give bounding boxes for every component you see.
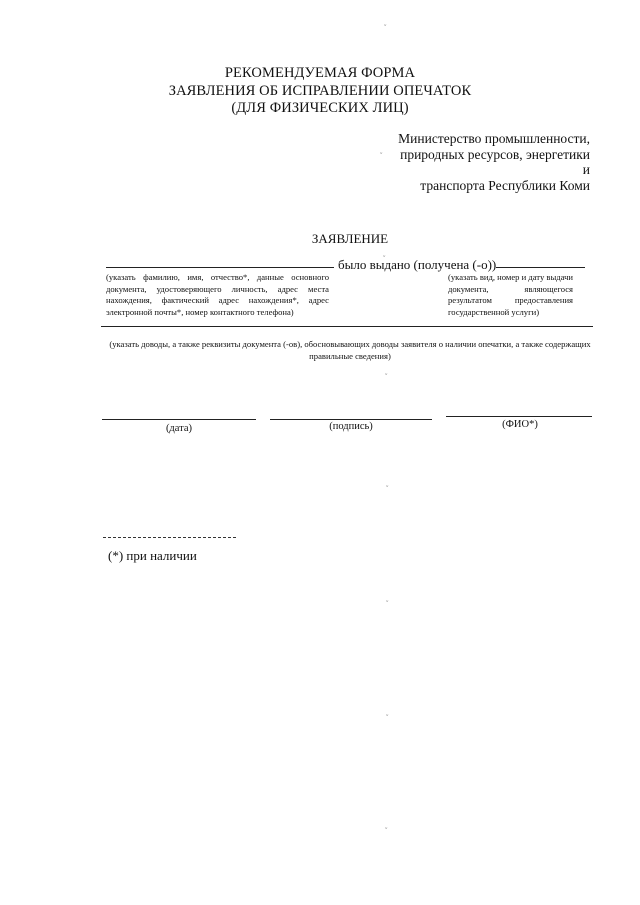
document-line[interactable]	[496, 267, 585, 268]
scan-mark: ˬ	[385, 367, 388, 375]
recipient-line-1: Министерство промышленности,	[398, 131, 590, 146]
name-line[interactable]	[446, 416, 592, 417]
date-line[interactable]	[102, 419, 256, 420]
scan-mark: ˬ	[380, 146, 383, 154]
scan-mark: ˬ	[386, 708, 389, 716]
recipient-line-3: транспорта Республики Коми	[420, 177, 590, 193]
footnote-separator	[103, 537, 236, 538]
form-title	[0, 65, 640, 118]
document-hint: (указать вид, номер и дату выдачи документа, являющегося результатом предоставления государственной услуги)	[448, 272, 573, 317]
scan-mark: ˬ	[385, 821, 388, 829]
footnote-text: (*) при наличии	[108, 548, 197, 563]
recipient-line-2: природных ресурсов, энергетики и	[400, 146, 590, 177]
title-line-1: РЕКОМЕНДУЕМАЯ ФОРМА	[224, 65, 416, 81]
reasons-line[interactable]	[101, 326, 593, 327]
scan-mark: ˬ	[383, 249, 386, 257]
recipient-block	[395, 131, 590, 193]
applicant-line[interactable]	[106, 267, 334, 268]
scan-mark: ˬ	[384, 18, 387, 26]
applicant-hint: (указать фамилию, имя, отчество*, данные основного документа, удостоверяющего личность, адрес места нахождения, фактический адрес нахождения*, адрес электронной почты*, номер контактного телефона)	[106, 272, 329, 317]
scan-mark: ˬ	[386, 594, 389, 602]
title-line-2: ЗАЯВЛЕНИЯ ОБ ИСПРАВЛЕНИИ ОПЕЧАТОК	[168, 82, 472, 99]
title-line-3: (ДЛЯ ФИЗИЧЕСКИХ ЛИЦ)	[231, 100, 409, 116]
name-label: (ФИО*)	[502, 419, 538, 430]
statement-title: ЗАЯВЛЕНИЕ	[311, 231, 389, 246]
scan-mark: ˬ	[386, 479, 389, 487]
signature-label: (подпись)	[329, 421, 373, 432]
issued-text: было выдано (получена (-о))	[338, 257, 497, 272]
reasons-hint: (указать доводы, а также реквизиты документа (-ов), обосновывающих доводы заявителя о наличии опечатки, а также содержащих правильные сведения)	[109, 339, 591, 361]
date-label: (дата)	[165, 423, 193, 434]
signature-line[interactable]	[270, 419, 432, 420]
